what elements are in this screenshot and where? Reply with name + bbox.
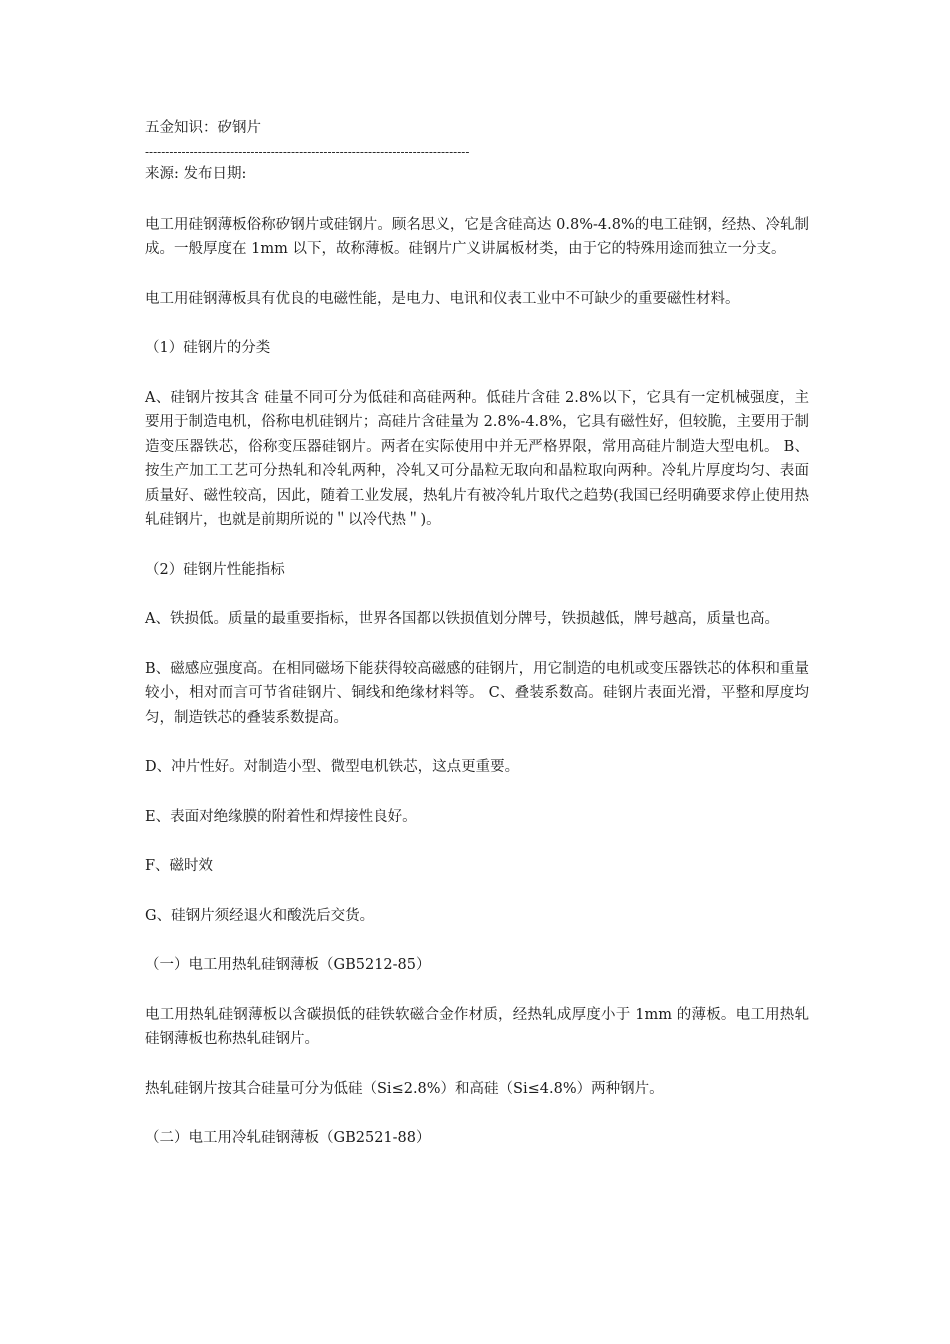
section-heading-performance: （2）硅钢片性能指标 <box>145 561 285 578</box>
paragraph-punching: D、冲片性好。对制造小型、微型电机铁芯，这点更重要。 <box>145 759 520 775</box>
paragraph-intro: 电工用硅钢薄板俗称矽钢片或硅钢片。顾名思义，它是含硅高达 0.8%-4.8%的电工硅钢，经热、冷轧制成。一般厚度在 1mm 以下，故称薄板。硅钢片广义讲属板材类，由于它的特殊用途而独立一分支。 <box>145 216 809 257</box>
separator-rule: -------------------------------------------------------------------------------- <box>145 145 470 159</box>
paragraph-annealing: G、硅钢片须经退火和酸洗后交货。 <box>145 907 375 924</box>
paragraph-magnetic-aging: F、磁时效 <box>145 858 214 874</box>
source-date-line: 来源: 发布日期: <box>145 166 247 182</box>
section-heading-classification: （1）硅钢片的分类 <box>145 340 271 356</box>
paragraph-iron-loss: A、铁损低。质量的最重要指标，世界各国都以铁损值划分牌号，铁损越低，牌号越高，质量也高。 <box>145 611 779 627</box>
document-body <box>145 116 809 1151</box>
document-title: 五金知识：矽钢片 <box>145 120 261 136</box>
paragraph-properties: 电工用硅钢薄板具有优良的电磁性能，是电力、电讯和仪表工业中不可缺少的重要磁性材料。 <box>145 290 740 307</box>
paragraph-magnetic-induction: B、磁感应强度高。在相同磁场下能获得较高磁感的硅钢片，用它制造的电机或变压器铁芯的体积和重量较小，相对而言可节省硅钢片、铜线和绝缘材料等。 C、叠装系数高。硅钢片表面光滑，平整和厚度均匀，制造铁芯的叠装系数提高。 <box>145 660 809 726</box>
paragraph-hot-rolled-types: 热轧硅钢片按其合硅量可分为低硅（Si≤2.8%）和高硅（Si≤4.8%）两种钢片。 <box>145 1080 664 1097</box>
paragraph-classification: A、硅钢片按其含 硅量不同可分为低硅和高硅两种。低硅片含硅 2.8%以下，它具有一定机械强度，主要用于制造电机，俗称电机硅钢片；高硅片含硅量为 2.8%-4.8%，它具有磁性好，但较脆，主要用于制造变压器铁芯，俗称变压器硅钢片。两者在实际使用中并无严格界限，常用高硅片制造大型电机。 B、按生产加工工艺可分热轧和冷轧两种，冷轧又可分晶粒无取向和晶粒取向两种。冷轧片厚度均匀、表面质量好、磁性较高，因此，随着工业发展，热轧片有被冷轧片取代之趋势(我国已经明确要求停止使用热轧硅钢片，也就是前期所说的＂以冷代热＂)。 <box>145 389 809 528</box>
paragraph-insulation: E、表面对绝缘膜的附着性和焊接性良好。 <box>145 808 417 825</box>
section-heading-cold-rolled: （二）电工用冷轧硅钢薄板（GB2521-88） <box>145 1130 431 1146</box>
section-heading-hot-rolled: （一）电工用热轧硅钢薄板（GB5212-85） <box>145 957 431 973</box>
paragraph-hot-rolled: 电工用热轧硅钢薄板以含碳损低的硅铁软磁合金作材质，经热轧成厚度小于 1mm 的薄板。电工用热轧硅钢薄板也称热轧硅钢片。 <box>145 1006 809 1047</box>
